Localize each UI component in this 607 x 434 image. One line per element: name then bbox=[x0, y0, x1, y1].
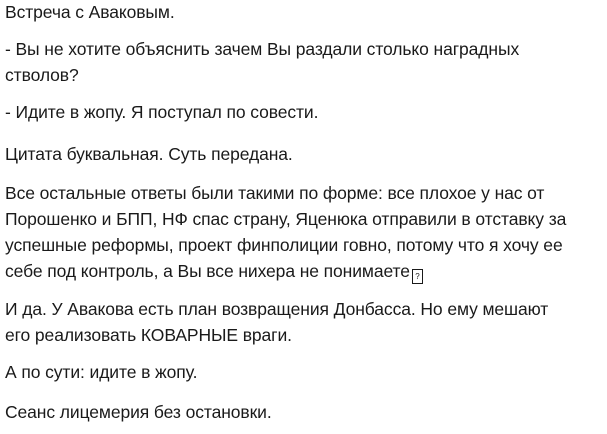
paragraph-essence bbox=[5, 359, 197, 385]
missing-emoji-icon: ? bbox=[412, 269, 423, 284]
text-line: успешные реформы, проект финполиции говно, потому что я хочу ее bbox=[5, 235, 563, 255]
text-line: И да. У Авакова есть план возвращения Донбасса. Но ему мешают bbox=[5, 299, 549, 319]
text-line: Сеанс лицемерия без остановки. bbox=[5, 402, 272, 422]
text-line: стволов? bbox=[5, 65, 79, 85]
text-line: его реализовать КОВАРНЫЕ враги. bbox=[5, 325, 292, 345]
text-line bbox=[5, 258, 566, 284]
text-line-content: себе под контроль, а Вы все нихера не понимаете bbox=[5, 261, 410, 281]
text-line: Цитата буквальная. Суть передана. bbox=[5, 144, 293, 164]
text-line: Порошенко и БПП, НФ спас страну, Яценюка отправили в отставку за bbox=[5, 209, 567, 229]
text-line: Встреча с Аваковым. bbox=[5, 2, 175, 22]
text-line: - Идите в жопу. Я поступал по совести. bbox=[5, 102, 319, 122]
paragraph-question bbox=[5, 36, 519, 88]
paragraph-answer bbox=[5, 99, 318, 125]
paragraph-quote-note bbox=[5, 141, 293, 167]
paragraph-title bbox=[5, 0, 175, 25]
paragraph-donbass-plan bbox=[5, 296, 548, 348]
text-line: Все остальные ответы были такими по форме: все плохое у нас от bbox=[5, 183, 545, 203]
text-line: А по сути: идите в жопу. bbox=[5, 362, 198, 382]
text-line: - Вы не хотите объяснить зачем Вы раздали столько наградных bbox=[5, 39, 520, 59]
paragraph-closing bbox=[5, 399, 272, 425]
paragraph-other-answers bbox=[5, 180, 566, 284]
